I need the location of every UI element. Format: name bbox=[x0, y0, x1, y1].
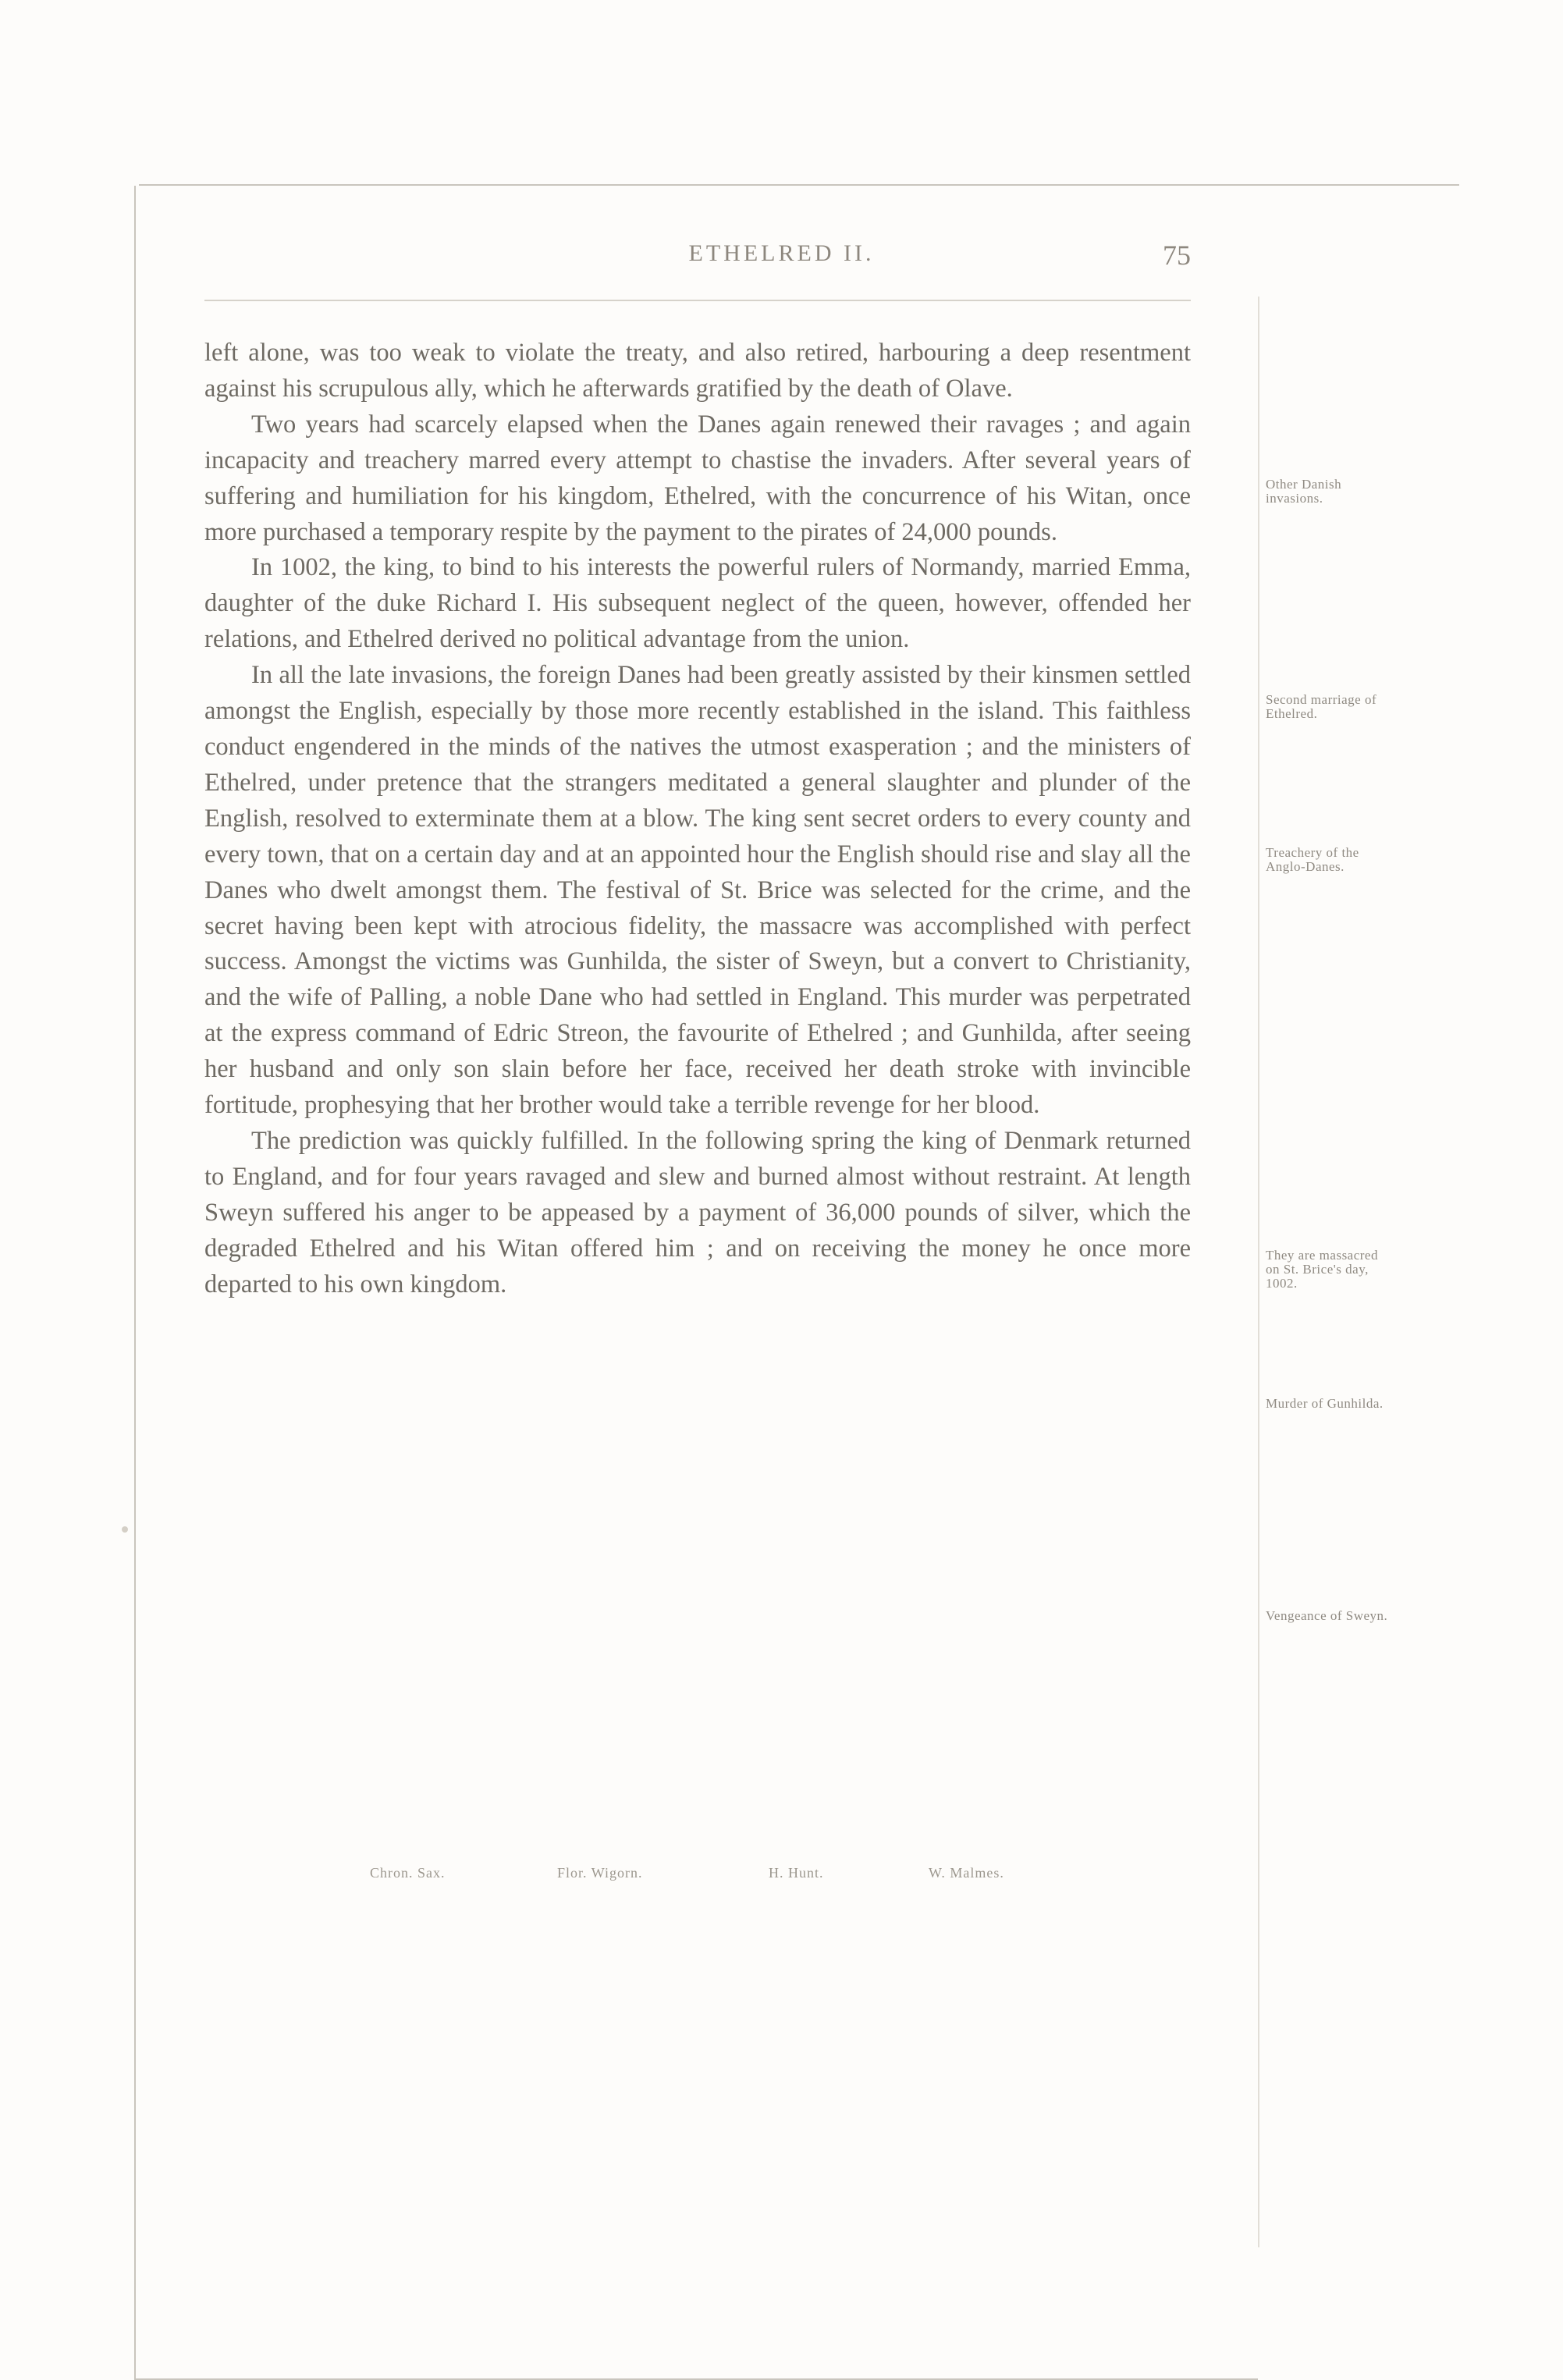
body-text bbox=[204, 336, 1191, 1302]
marginal-note: Other Danish invasions. bbox=[1266, 477, 1342, 506]
paragraph: In all the late invasions, the foreign Danes had been greatly assisted by their kinsmen settled amongst the English, especially by those more recently established in the island. This faithless conduct engendered in the minds of the natives the utmost exasperation ; and the ministers of Ethelred, under pretence that the strangers meditated a general slaughter and plunder of the English, resolved to exterminate them at a blow. The king sent secret orders to every county and every town, that on a certain day and at an appointed hour the English should rise and slay all the Danes who dwelt amongst them. The festival of St. Brice was selected for the crime, and the secret having been kept with atrocious fidelity, the massacre was accomplished with perfect success. Amongst the victims was Gunhilda, the sister of Sweyn, but a convert to Christianity, and the wife of Palling, a noble Dane who had settled in England. This murder was perpetrated at the express command of Edric Streon, the favourite of Ethelred ; and Gunhilda, after seeing her husband and only son slain before her face, received her death stroke with invincible fortitude, prophesying that her brother would take a terrible revenge for her blood. bbox=[204, 661, 1191, 1120]
page-frame-right bbox=[1258, 297, 1259, 2247]
marginal-note: They are massacred on St. Brice's day, 1002. bbox=[1266, 1248, 1378, 1291]
header-rule bbox=[204, 300, 1191, 301]
page-frame-left bbox=[134, 186, 136, 2378]
citation: H. Hunt. bbox=[769, 1865, 824, 1881]
marginal-note: Vengeance of Sweyn. bbox=[1266, 1608, 1388, 1623]
page-frame-top bbox=[139, 184, 1459, 186]
marginal-note: Treachery of the Anglo-Danes. bbox=[1266, 845, 1359, 874]
paragraph: The prediction was quickly fulfilled. In the following spring the king of Denmark returned to England, and for four years ravaged and slew and burned almost without restraint. At length Sweyn suffered his anger to be appeased by a payment of 36,000 pounds of silver, which the degraded Ethelred and his Witan offered him ; and on receiving the money he once more departed to his own kingdom. bbox=[204, 1126, 1191, 1298]
marginal-note: Murder of Gunhilda. bbox=[1266, 1396, 1384, 1411]
page-number: 75 bbox=[1163, 240, 1191, 271]
paragraph: Two years had scarcely elapsed when the Danes again renewed their ravages ; and again incapacity and treachery marred every attempt to chastise the invaders. After several years of suffering and humiliation for his kingdom, Ethelred, with the concurrence of his Witan, once more purchased a temporary respite by the payment to the pirates of 24,000 pounds. bbox=[204, 410, 1191, 546]
citation: Flor. Wigorn. bbox=[557, 1865, 643, 1881]
margin-dot bbox=[122, 1526, 128, 1533]
paragraph: In 1002, the king, to bind to his interests the powerful rulers of Normandy, married Emma, daughter of the duke Richard I. His subsequent neglect of the queen, however, offended her relations, and Ethelred derived no political advantage from the union. bbox=[204, 553, 1191, 654]
running-title: ETHELRED II. bbox=[688, 240, 875, 266]
citation: W. Malmes. bbox=[929, 1865, 1004, 1881]
citations bbox=[204, 1865, 1191, 1888]
paragraph: left alone, was too weak to violate the treaty, and also retired, harbouring a deep resentment against his scrupulous ally, which he afterwards gratified by the death of Olave. bbox=[204, 339, 1191, 403]
marginal-note: Second marriage of Ethelred. bbox=[1266, 692, 1377, 721]
citation: Chron. Sax. bbox=[370, 1865, 446, 1881]
